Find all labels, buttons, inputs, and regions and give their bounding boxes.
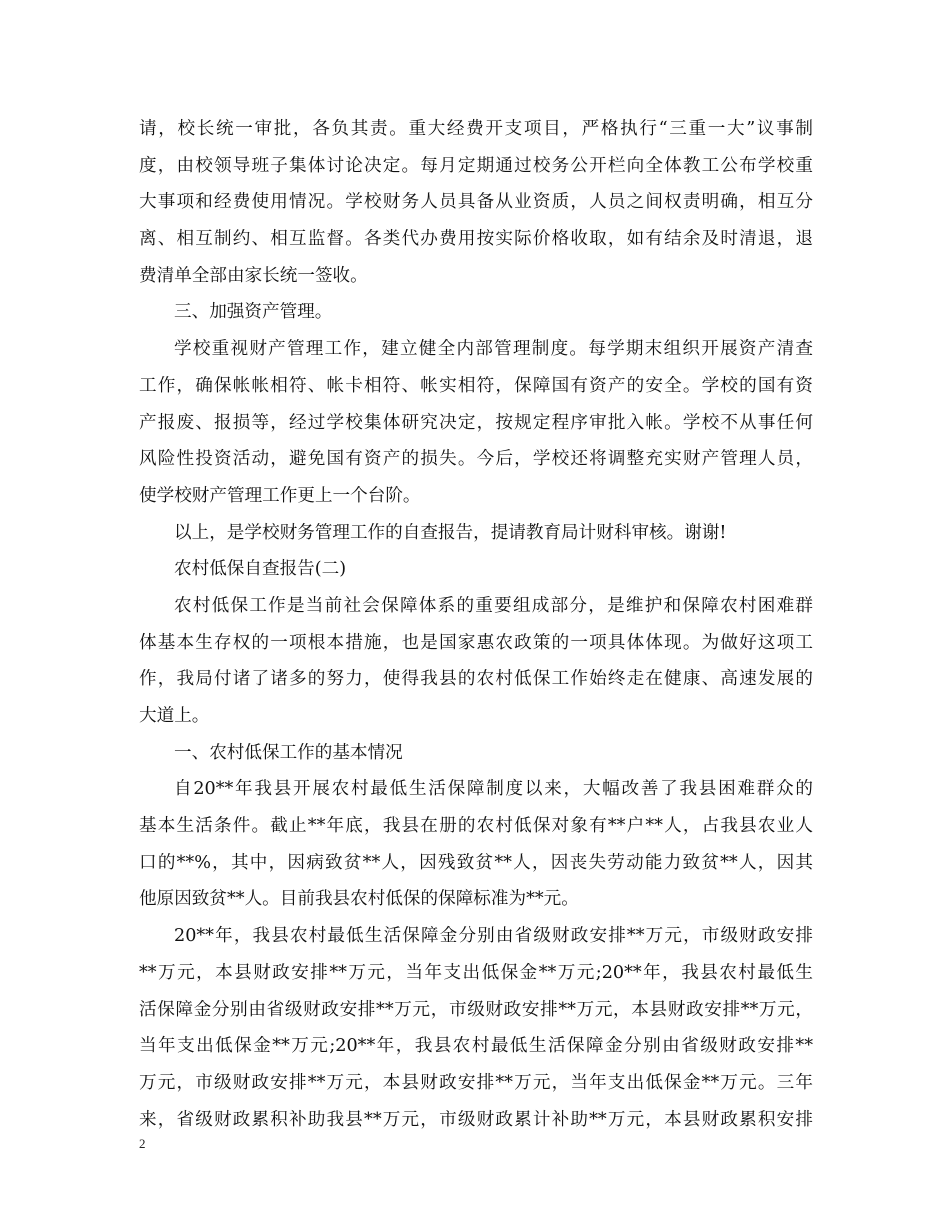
text-line: 工作，确保帐帐相符、帐卡相符、帐实相符，保障国有资产的安全。学校的国有资 — [139, 375, 813, 396]
document-body — [139, 111, 813, 1138]
text-line: 大道上。 — [139, 706, 210, 726]
text-line: 产报废、报损等，经过学校集体研究决定，按规定程序审批入帐。学校不从事任何 — [139, 412, 813, 433]
page-number: 2 — [139, 1136, 146, 1151]
text-line: 20**年，我县农村最低生活保障金分别由省级财政安排**万元，市级财政安排 — [174, 926, 813, 947]
text-line: 风险性投资活动，避免国有资产的损失。今后，学校还将调整充实财产管理人员， — [139, 449, 813, 470]
text-line: 来，省级财政累积补助我县**万元，市级财政累计补助**万元，本县财政累积安排 — [139, 1109, 813, 1130]
text-line: 度，由校领导班子集体讨论决定。每月定期通过校务公开栏向全体教工公布学校重 — [139, 155, 813, 176]
text-line: 农村低保工作是当前社会保障体系的重要组成部分，是维护和保障农村困难群 — [174, 595, 813, 616]
text-line: 离、相互制约、相互监督。各类代办费用按实际价格收取，如有结余及时清退，退 — [139, 229, 813, 250]
text-line: 费清单全部由家长统一签收。 — [139, 265, 368, 286]
text-line: 自20**年我县开展农村最低生活保障制度以来，大幅改善了我县困难群众的 — [174, 779, 813, 800]
text-line: 基本生活条件。截止**年底，我县在册的农村低保对象有**户**人，占我县农业人 — [139, 816, 813, 837]
text-line: 请，校长统一审批，各负其责。重大经费开支项目，严格执行“三重一大”议事制 — [139, 119, 813, 139]
text-line: 大事项和经费使用情况。学校财务人员具备从业资质，人员之间权责明确，相互分 — [139, 192, 813, 213]
text-line: 使学校财产管理工作更上一个台阶。 — [139, 485, 421, 506]
text-line: 以上，是学校财务管理工作的自查报告，提请教育局计财科审核。谢谢! — [174, 522, 727, 543]
text-line: 口的**%，其中，因病致贫**人，因残致贫**人，因丧失劳动能力致贫**人，因其 — [139, 852, 813, 873]
section-heading: 一、农村低保工作的基本情况 — [174, 742, 403, 763]
section-heading: 三、加强资产管理。 — [174, 302, 333, 323]
text-line: 活保障金分别由省级财政安排**万元，市级财政安排**万元，本县财政安排**万元， — [139, 999, 813, 1020]
text-line: 当年支出低保金**万元;20**年，我县农村最低生活保障金分别由省级财政安排** — [139, 1036, 813, 1057]
text-line: 作，我局付诸了诸多的努力，使得我县的农村低保工作始终走在健康、高速发展的 — [139, 669, 813, 690]
text-line: 体基本生存权的一项根本措施，也是国家惠农政策的一项具体体现。为做好这项工 — [139, 632, 813, 653]
text-line: 万元，市级财政安排**万元，本县财政安排**万元，当年支出低保金**万元。三年 — [139, 1072, 813, 1093]
text-line: **万元，本县财政安排**万元，当年支出低保金**万元;20**年，我县农村最低生 — [139, 962, 813, 983]
report-title: 农村低保自查报告(二) — [174, 559, 347, 580]
text-line: 他原因致贫**人。目前我县农村低保的保障标准为**元。 — [139, 889, 579, 910]
text-line: 学校重视财产管理工作，建立健全内部管理制度。每学期末组织开展资产清查 — [174, 339, 813, 360]
